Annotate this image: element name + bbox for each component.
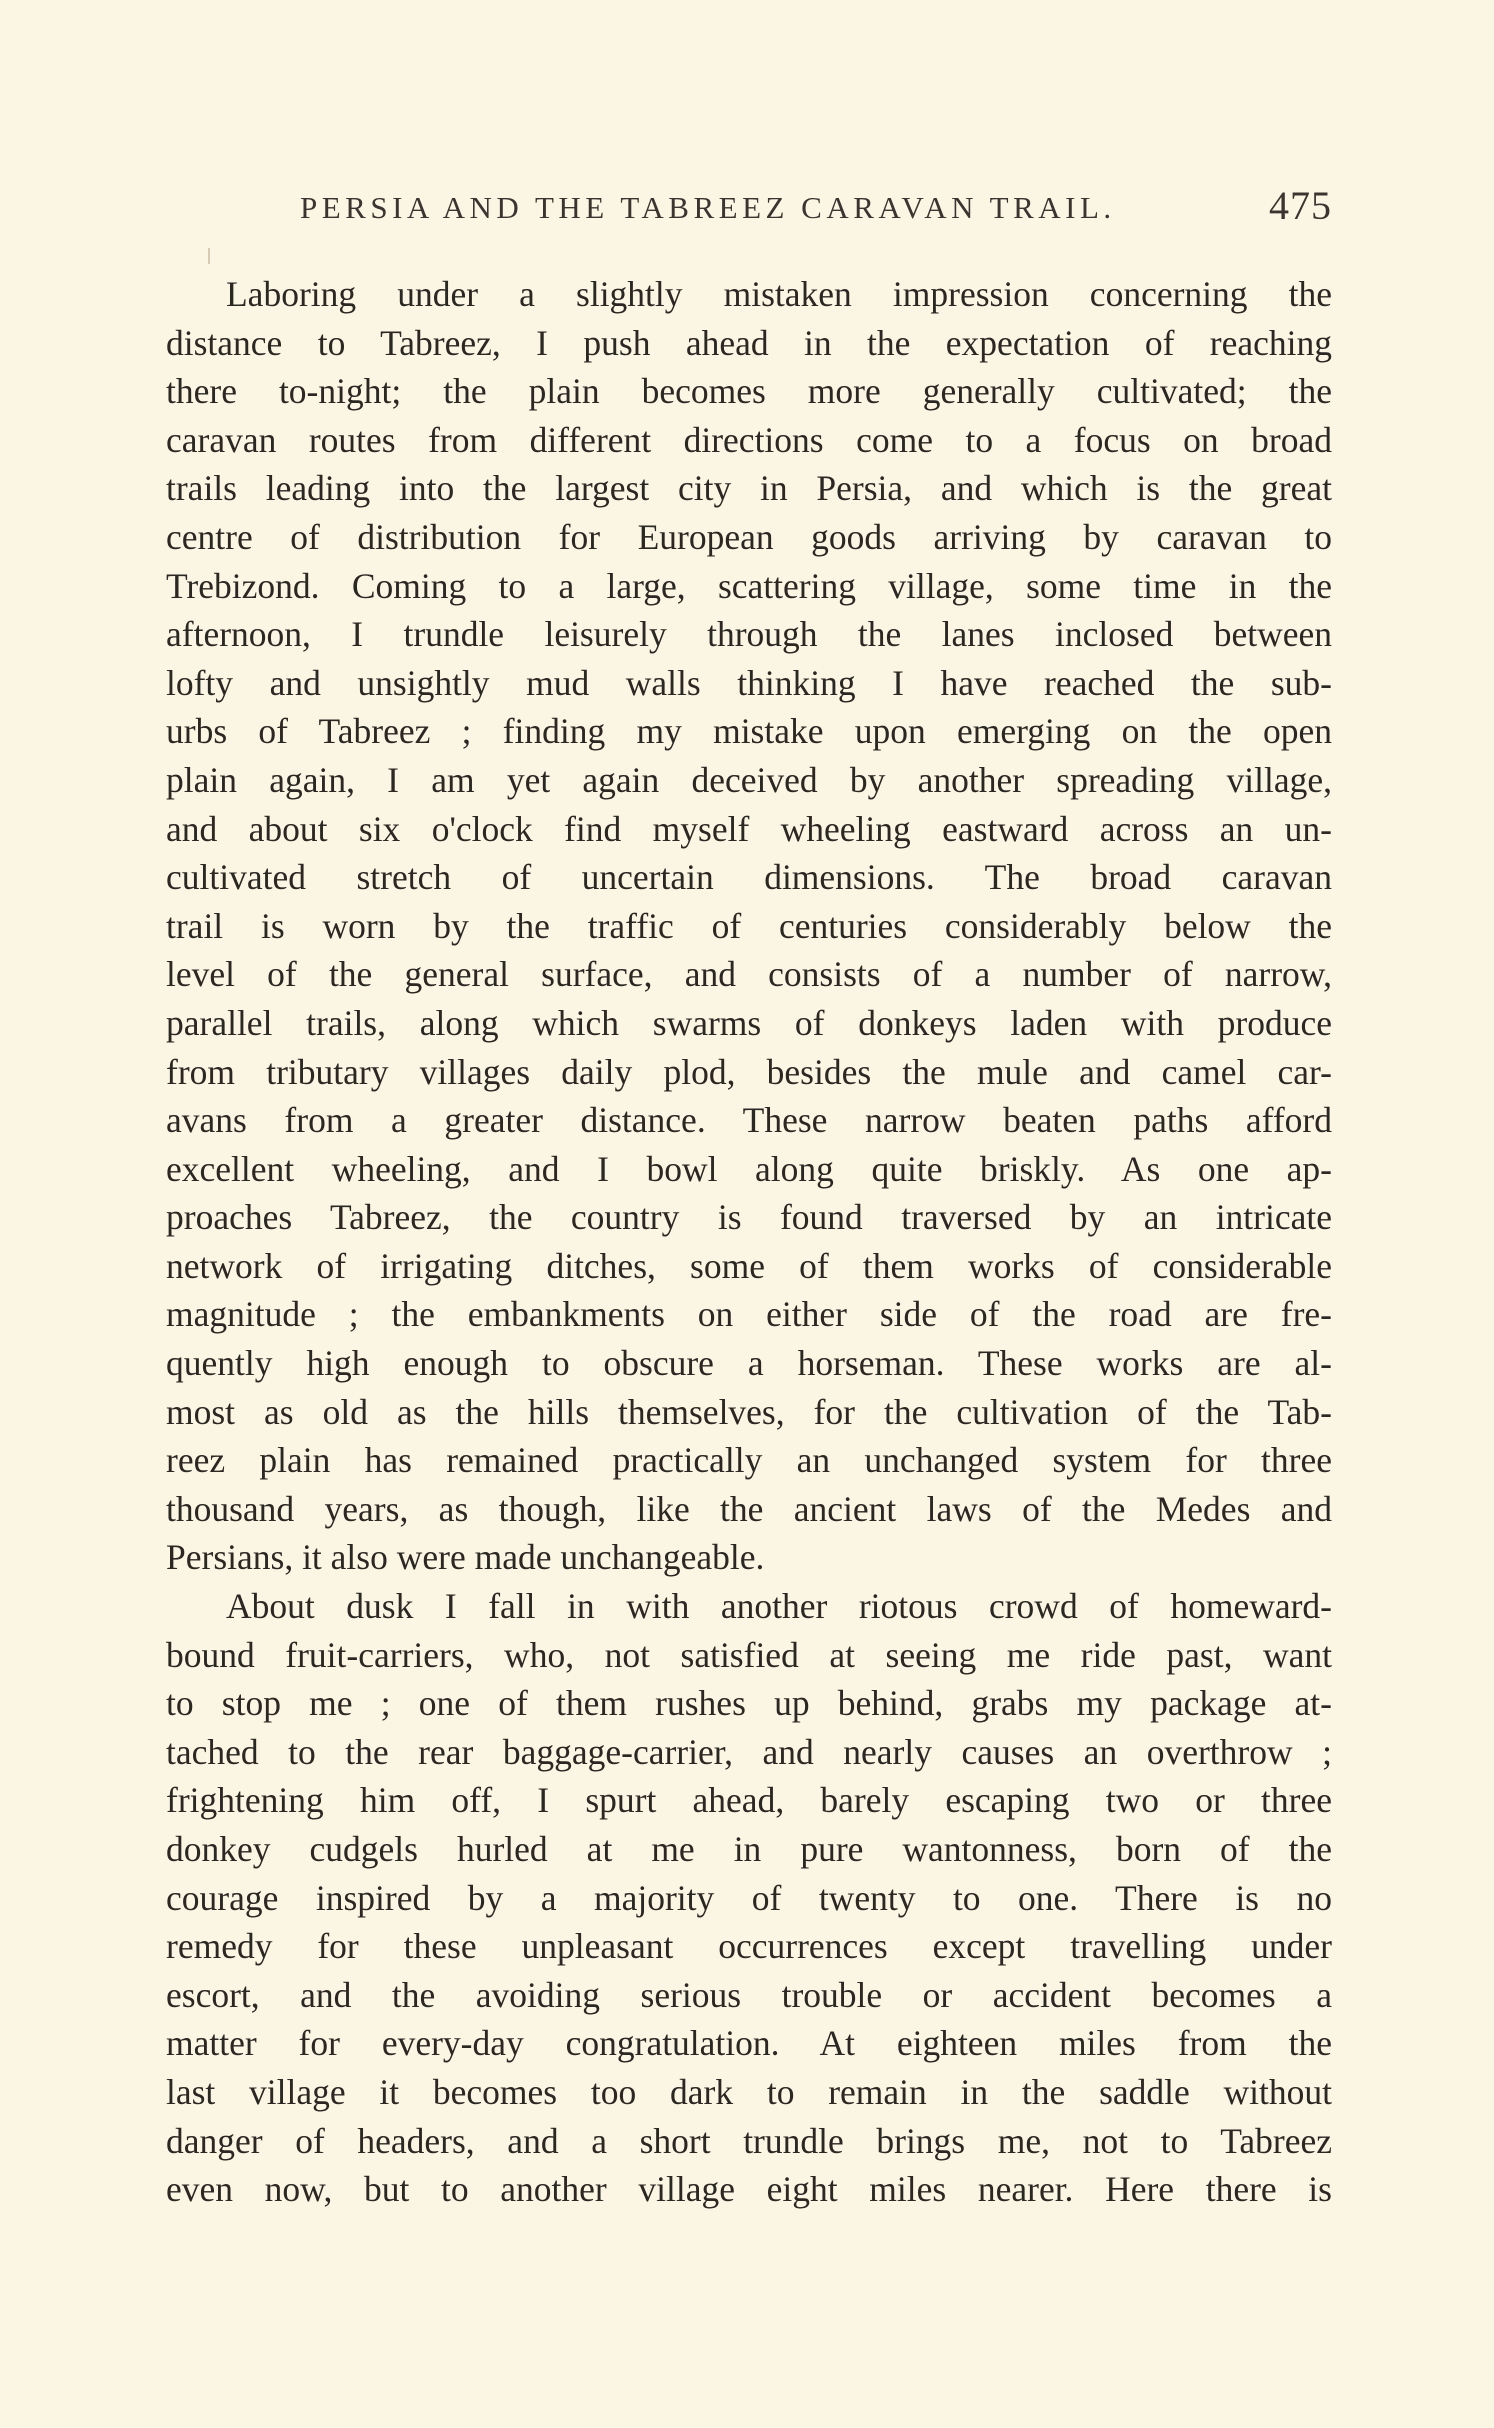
text-line: proaches Tabreez, the country is found traversed by an intricate: [166, 1197, 1332, 1238]
text-line: Laboring under a slightly mistaken impression concerning the: [226, 274, 1332, 314]
text-line: cultivated stretch of uncertain dimensions. The broad caravan: [166, 857, 1332, 898]
text-line: last village it becomes too dark to remain in the saddle without: [166, 2071, 1332, 2112]
text-line: Persians, it also were made unchangeable.: [166, 1537, 765, 1578]
paragraph-1: [166, 270, 1332, 1582]
text-line: reez plain has remained practically an unchanged system for three: [166, 1440, 1332, 1481]
text-line: trail is worn by the traffic of centuries considerably below the: [166, 905, 1332, 946]
text-line: trails leading into the largest city in Persia, and which is the great: [166, 468, 1332, 509]
text-line: thousand years, as though, like the ancient laws of the Medes and: [166, 1488, 1332, 1529]
text-line: Trebizond. Coming to a large, scattering village, some time in the: [166, 565, 1332, 606]
text-line: most as old as the hills themselves, for the cultivation of the Tab-: [166, 1391, 1332, 1432]
text-line: and about six o'clock find myself wheeling eastward across an un-: [166, 808, 1332, 849]
print-speck: [208, 248, 210, 264]
text-line: distance to Tabreez, I push ahead in the expectation of reaching: [166, 322, 1332, 363]
paragraph-2: [166, 1582, 1332, 2214]
text-line: from tributary villages daily plod, besides the mule and camel car-: [166, 1051, 1332, 1092]
text-line: parallel trails, along which swarms of donkeys laden with produce: [166, 1002, 1332, 1043]
text-line: frightening him off, I spurt ahead, barely escaping two or three: [166, 1780, 1332, 1821]
text-line: plain again, I am yet again deceived by another spreading village,: [166, 759, 1332, 800]
text-line: matter for every-day congratulation. At eighteen miles from the: [166, 2023, 1332, 2064]
text-line: donkey cudgels hurled at me in pure wantonness, born of the: [166, 1829, 1332, 1869]
text-line: there to-night; the plain becomes more generally cultivated; the: [166, 371, 1332, 412]
text-line: About dusk I fall in with another riotous crowd of homeward-: [226, 1586, 1332, 1627]
text-line: excellent wheeling, and I bowl along quite briskly. As one ap-: [166, 1148, 1332, 1189]
text-line: bound fruit-carriers, who, not satisfied at seeing me ride past, want: [166, 1634, 1332, 1675]
text-line: quently high enough to obscure a horseman. These works are al-: [166, 1343, 1332, 1384]
text-line: centre of distribution for European goods arriving by caravan to: [166, 516, 1332, 557]
text-line: magnitude ; the embankments on either side of the road are fre-: [166, 1294, 1332, 1335]
running-title: PERSIA AND THE TABREEZ CARAVAN TRAIL.: [300, 190, 1116, 225]
text-line: urbs of Tabreez ; finding my mistake upon emerging on the open: [166, 711, 1332, 752]
text-line: lofty and unsightly mud walls thinking I have reached the sub-: [166, 662, 1332, 703]
text-line: danger of headers, and a short trundle brings me, not to Tabreez: [166, 2120, 1332, 2161]
text-line: remedy for these unpleasant occurrences except travelling under: [166, 1926, 1332, 1967]
running-head: [300, 183, 1332, 238]
text-line: network of irrigating ditches, some of them works of considerable: [166, 1245, 1332, 1286]
text-line: tached to the rear baggage-carrier, and nearly causes an overthrow ;: [166, 1731, 1332, 1772]
text-line: escort, and the avoiding serious trouble or accident becomes a: [166, 1974, 1332, 2015]
page-number: 475: [1269, 183, 1332, 228]
text-line: avans from a greater distance. These narrow beaten paths afford: [166, 1100, 1332, 1141]
text-line: to stop me ; one of them rushes up behind, grabs my package at-: [166, 1683, 1332, 1724]
text-line: courage inspired by a majority of twenty to one. There is no: [166, 1877, 1332, 1918]
text-line: afternoon, I trundle leisurely through the lanes inclosed between: [166, 614, 1332, 655]
text-line: caravan routes from different directions come to a focus on broad: [166, 419, 1332, 460]
body-text: [166, 270, 1332, 2214]
text-line: even now, but to another village eight miles nearer. Here there is: [166, 2169, 1332, 2210]
text-line: level of the general surface, and consists of a number of narrow,: [166, 954, 1332, 995]
